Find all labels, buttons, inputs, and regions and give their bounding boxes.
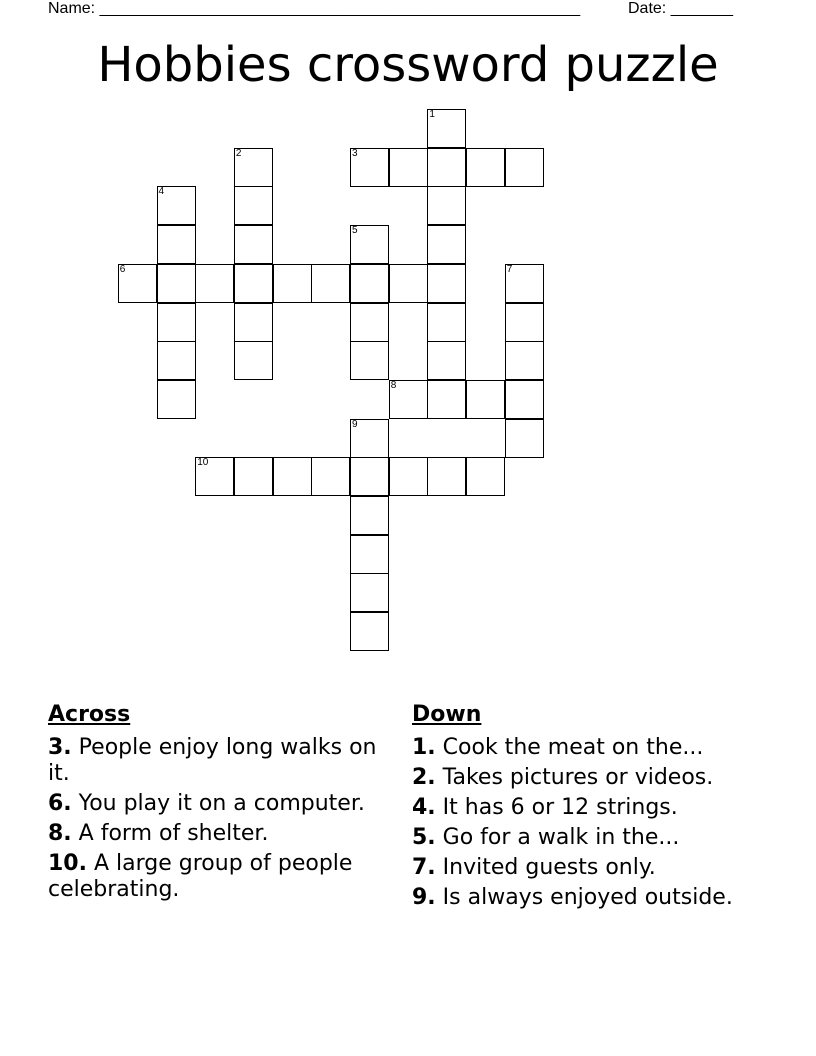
crossword-cell[interactable] — [157, 303, 196, 342]
crossword-cell[interactable] — [427, 341, 466, 380]
crossword-cell[interactable] — [389, 380, 428, 419]
crossword-cell[interactable] — [427, 380, 466, 419]
down-clues — [412, 700, 752, 915]
clue-number: 6 — [119, 263, 126, 275]
crossword-cell[interactable] — [157, 380, 196, 419]
clue-number: 3. — [48, 735, 72, 760]
clue-number: 8. — [48, 821, 72, 846]
clue-text: A large group of people celebrating. — [48, 851, 353, 902]
crossword-cell[interactable] — [466, 457, 505, 496]
clue-number: 2. — [412, 765, 436, 790]
crossword-cell[interactable] — [234, 303, 273, 342]
down-heading: Down — [412, 702, 482, 727]
crossword-cell[interactable] — [505, 341, 544, 380]
crossword-cell[interactable] — [195, 457, 234, 496]
crossword-cell[interactable] — [234, 186, 273, 225]
crossword-cell[interactable] — [350, 341, 389, 380]
crossword-cell[interactable] — [350, 225, 389, 264]
clue-number: 3 — [352, 147, 358, 159]
page-title: Hobbies crossword puzzle — [97, 37, 719, 93]
crossword-cell[interactable] — [466, 148, 505, 187]
clue-number: 2 — [235, 147, 242, 159]
clue-number: 1. — [412, 735, 436, 760]
clue-number: 4. — [412, 795, 436, 820]
crossword-cell[interactable] — [350, 496, 389, 535]
crossword-cell[interactable] — [157, 264, 196, 303]
down-clue — [412, 735, 752, 761]
crossword-cell[interactable] — [389, 148, 428, 187]
clue-text: Takes pictures or videos. — [442, 765, 714, 790]
crossword-cell[interactable] — [234, 225, 273, 264]
down-clue — [412, 885, 752, 911]
down-clue — [412, 795, 752, 821]
clue-number: 5. — [412, 825, 436, 850]
crossword-cell[interactable] — [427, 303, 466, 342]
crossword-cell[interactable] — [157, 225, 196, 264]
crossword-cell[interactable] — [157, 341, 196, 380]
crossword-cell[interactable] — [195, 264, 234, 303]
crossword-cell[interactable] — [350, 148, 389, 187]
clue-number: 8 — [390, 379, 397, 391]
crossword-cell[interactable] — [350, 612, 389, 651]
clue-text: Go for a walk in the... — [442, 825, 680, 850]
crossword-cell[interactable] — [505, 148, 544, 187]
crossword-cell[interactable] — [505, 264, 544, 303]
clue-number: 10 — [197, 457, 209, 469]
crossword-cell[interactable] — [427, 264, 466, 303]
clue-number: 1 — [429, 109, 435, 120]
crossword-cell[interactable] — [427, 148, 466, 187]
crossword-cell[interactable] — [427, 225, 466, 264]
down-clue-list — [412, 735, 752, 911]
crossword-cell[interactable] — [427, 186, 466, 225]
crossword-cell[interactable] — [350, 535, 389, 574]
name-field-label[interactable]: Name: ______________________________________________________ — [48, 0, 581, 17]
across-heading: Across — [48, 702, 131, 727]
crossword-cell[interactable] — [234, 457, 273, 496]
across-clue — [48, 791, 388, 817]
crossword-cell[interactable] — [350, 457, 389, 496]
down-clue — [412, 825, 752, 851]
crossword-cell[interactable] — [273, 457, 312, 496]
crossword-cell[interactable] — [273, 264, 312, 303]
clue-text: People enjoy long walks on it. — [48, 735, 377, 786]
clue-number: 4 — [158, 186, 165, 198]
crossword-cell[interactable] — [427, 457, 466, 496]
crossword-cell[interactable] — [389, 264, 428, 303]
down-clue — [412, 855, 752, 881]
clue-number: 9. — [412, 885, 436, 910]
clue-number: 7 — [506, 263, 513, 275]
clue-text: Invited guests only. — [442, 855, 656, 880]
clue-number: 10. — [48, 851, 87, 876]
crossword-cell[interactable] — [350, 303, 389, 342]
across-clues — [48, 700, 388, 907]
crossword-cell[interactable] — [118, 264, 157, 303]
clue-number: 5 — [352, 225, 358, 237]
clue-text: Cook the meat on the... — [442, 735, 704, 760]
crossword-cell[interactable] — [234, 341, 273, 380]
across-clue — [48, 821, 388, 847]
clue-number: 9 — [352, 418, 358, 430]
crossword-cell[interactable] — [505, 419, 544, 458]
across-clue — [48, 851, 388, 903]
clue-number: 7. — [412, 855, 436, 880]
crossword-cell[interactable] — [389, 457, 428, 496]
clue-number: 6. — [48, 791, 72, 816]
crossword-cell[interactable] — [466, 380, 505, 419]
clue-text: A form of shelter. — [78, 821, 269, 846]
clue-text: Is always enjoyed outside. — [442, 885, 733, 910]
crossword-cell[interactable] — [311, 264, 350, 303]
crossword-cell[interactable] — [311, 457, 350, 496]
crossword-cell[interactable] — [350, 573, 389, 612]
clue-text: It has 6 or 12 strings. — [442, 795, 678, 820]
crossword-cell[interactable] — [157, 186, 196, 225]
crossword-cell[interactable] — [234, 264, 273, 303]
crossword-cell[interactable] — [350, 264, 389, 303]
crossword-cell[interactable] — [505, 303, 544, 342]
clue-text: You play it on a computer. — [78, 791, 365, 816]
date-field-label[interactable]: Date: _______ — [628, 0, 733, 17]
crossword-cell[interactable] — [505, 380, 544, 419]
crossword-cell[interactable] — [427, 109, 466, 148]
crossword-cell[interactable] — [350, 419, 389, 458]
crossword-cell[interactable] — [234, 148, 273, 187]
down-clue — [412, 765, 752, 791]
across-clue — [48, 735, 388, 787]
across-clue-list — [48, 735, 388, 903]
